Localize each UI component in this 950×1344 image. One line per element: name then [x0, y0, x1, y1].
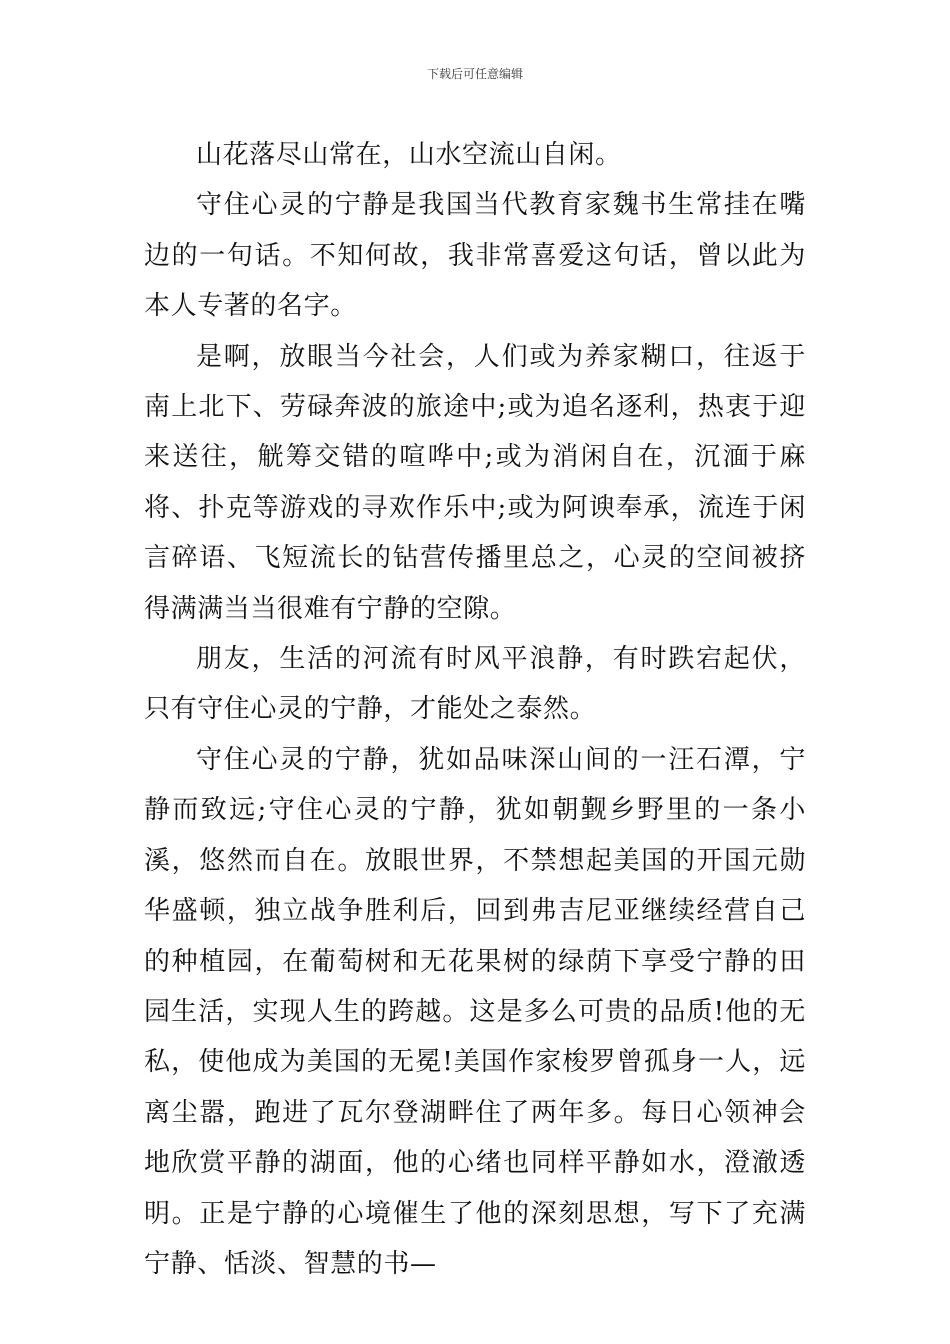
page-header: 下载后可任意编辑: [426, 67, 523, 81]
paragraph: 山花落尽山常在，山水空流山自闲。: [196, 140, 622, 170]
paragraph: 是啊，放眼当今社会，人们或为养家糊口，往返于南上北下、劳碌奔波的旅途中;或为追名逐利，热衷于迎来送往，觥筹交错的喧哗中;或为消闲自在，沉湎于麻将、扑克等游戏的寻欢作乐中;或为阿谀奉承，流连于闲言碎语、飞短流长的钻营传播里总之，心灵的空间被挤得满满当当很难有宁静的空隙。: [144, 341, 806, 624]
paragraph: 守住心灵的宁静是我国当代教育家魏书生常挂在嘴边的一句话。不知何故，我非常喜爱这句话，曾以此为本人专著的名字。: [144, 190, 806, 322]
paragraph: 守住心灵的宁静，犹如品味深山间的一汪石潭，宁静而致远;守住心灵的宁静，犹如朝觐乡野里的一条小溪，悠然而自在。放眼世界，不禁想起美国的开国元勋华盛顿，独立战争胜利后，回到弗吉尼亚继续经营自己的种植园，在葡萄树和无花果树的绿荫下享受宁静的田园生活，实现人生的跨越。这是多么可贵的品质!他的无私，使他成为美国的无冕!美国作家梭罗曾孤身一人，远离尘嚣，跑进了瓦尔登湖畔住了两年多。每日心领神会地欣赏平静的湖面，他的心绪也同样平静如水，澄澈透明。正是宁静的心境催生了他的深刻思想，写下了充满宁静、恬淡、智慧的书—: [144, 744, 806, 1279]
document-body: [144, 130, 806, 1289]
paragraph: 朋友，生活的河流有时风平浪静，有时跌宕起伏，只有守住心灵的宁静，才能处之泰然。: [144, 644, 806, 725]
